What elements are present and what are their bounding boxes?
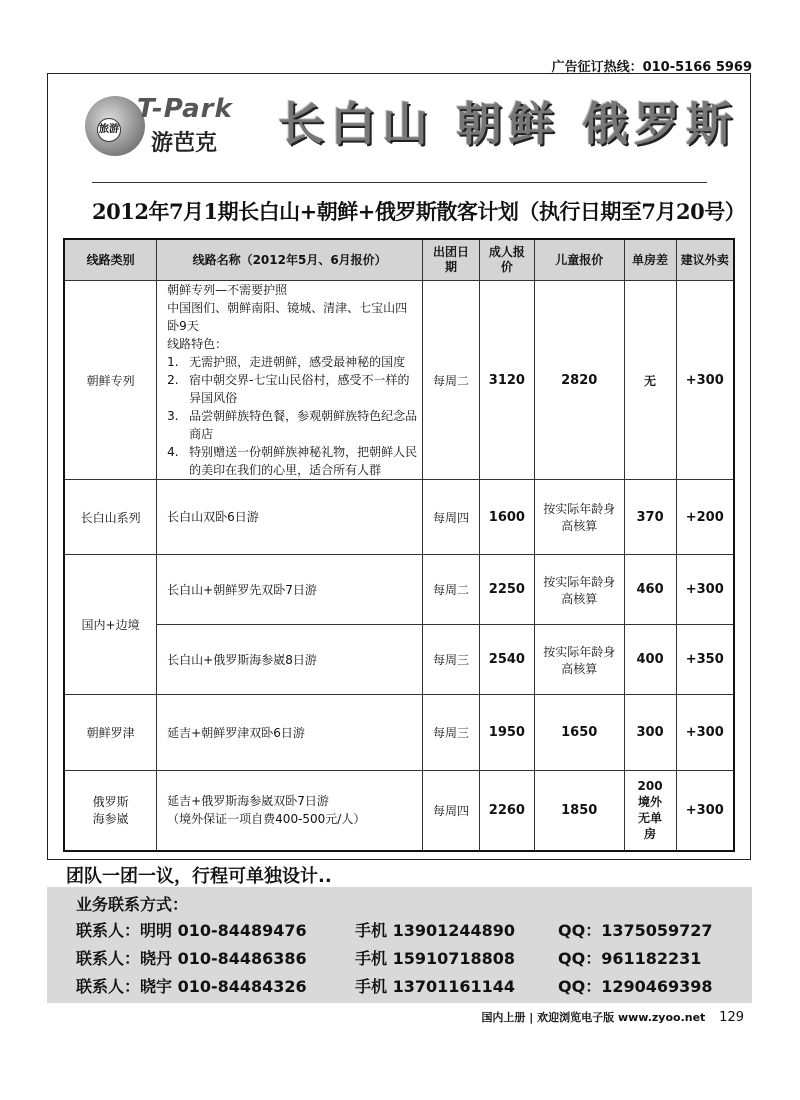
table-row xyxy=(64,281,734,480)
adult-price-cell: 1950 xyxy=(479,695,534,771)
category-cell: 国内+边境 xyxy=(64,555,157,695)
child-price-cell: 按实际年龄身高核算 xyxy=(534,480,624,555)
departure-cell: 每周三 xyxy=(423,625,480,695)
single-supplement-cell: 370 xyxy=(624,480,676,555)
contact-name-phone: 联系人：明明 010-84489476 xyxy=(76,921,307,940)
adult-price-cell: 2540 xyxy=(479,625,534,695)
retail-cell: +300 xyxy=(676,555,734,625)
child-price-cell: 1650 xyxy=(534,695,624,771)
category-cell: 朝鲜专列 xyxy=(64,281,157,480)
retail-cell: +200 xyxy=(676,480,734,555)
single-supplement-cell: 300 xyxy=(624,695,676,771)
table-header-row xyxy=(64,239,734,281)
logo-badge: 旅游 xyxy=(97,118,121,142)
feature-list xyxy=(167,353,418,479)
table-row xyxy=(64,771,734,851)
category-line: 俄罗斯 xyxy=(92,795,129,810)
adult-price-cell: 1600 xyxy=(479,480,534,555)
adult-price-cell: 2260 xyxy=(479,771,534,851)
contact-name-phone: 联系人：晓宇 010-84484326 xyxy=(76,977,307,996)
ad-hotline: 广告征订热线：010-5166 5969 xyxy=(551,60,752,75)
retail-cell: +300 xyxy=(676,695,734,771)
price-table xyxy=(63,238,735,852)
departure-cell: 每周二 xyxy=(423,281,480,480)
route-cell: 长白山双卧6日游 xyxy=(157,480,423,555)
header-suggested-retail: 建议外卖 xyxy=(676,239,734,281)
list-item: 4. 特别赠送一份朝鲜族神秘礼物，把朝鲜人民的美印在我们的心里，适合所有人群 xyxy=(167,445,418,477)
brand-logo xyxy=(85,88,245,168)
list-item: 3. 品尝朝鲜族特色餐，参观朝鲜族特色纪念品商店 xyxy=(167,409,418,441)
single-supplement-cell: 无 xyxy=(624,281,676,480)
route-intro: 中国图们、朝鲜南阳、镜城、清津、七宝山四卧9天 xyxy=(167,301,408,333)
header-category: 线路类别 xyxy=(64,239,157,281)
table-row xyxy=(64,555,734,625)
footer-text: 国内上册 | 欢迎浏览电子版 www.zyoo.net xyxy=(481,1011,706,1024)
departure-cell: 每周二 xyxy=(423,555,480,625)
child-price-cell: 2820 xyxy=(534,281,624,480)
contact-row xyxy=(76,974,756,998)
team-note: 团队一团一议，行程可单独设计.. xyxy=(66,866,332,887)
contact-qq: QQ：1375059727 xyxy=(558,921,713,940)
adult-price-cell: 2250 xyxy=(479,555,534,625)
retail-cell: +300 xyxy=(676,281,734,480)
contact-mobile: 手机 15910718808 xyxy=(355,949,516,968)
header-route: 线路名称（2012年5月、6月报价） xyxy=(157,239,423,281)
table-row xyxy=(64,480,734,555)
brand-name-en: T-Park xyxy=(137,94,233,124)
header-single-supplement: 单房差 xyxy=(624,239,676,281)
retail-cell: +300 xyxy=(676,771,734,851)
contact-mobile: 手机 13701161144 xyxy=(355,977,516,996)
page-footer xyxy=(481,1009,744,1025)
contact-qq: QQ：1290469398 xyxy=(558,977,713,996)
category-cell: 朝鲜罗津 xyxy=(64,695,157,771)
departure-cell: 每周三 xyxy=(423,695,480,771)
header-child-price: 儿童报价 xyxy=(534,239,624,281)
single-supplement-cell: 400 xyxy=(624,625,676,695)
table-row xyxy=(64,625,734,695)
contact-qq: QQ：961182231 xyxy=(558,949,702,968)
adult-price-cell: 3120 xyxy=(479,281,534,480)
contact-name-phone: 联系人：晓丹 010-84486386 xyxy=(76,949,307,968)
features-label: 线路特色： xyxy=(167,337,228,351)
route-cell: 长白山+朝鲜罗先双卧7日游 xyxy=(157,555,423,625)
route-cell: 长白山+俄罗斯海参崴8日游 xyxy=(157,625,423,695)
single-supplement-cell: 200境外无单房 xyxy=(624,771,676,851)
category-cell: 长白山系列 xyxy=(64,480,157,555)
table-row xyxy=(64,695,734,771)
departure-cell: 每周四 xyxy=(423,480,480,555)
list-item: 1. 无需护照，走进朝鲜，感受最神秘的国度 xyxy=(167,355,406,369)
header-departure: 出团日期 xyxy=(423,239,480,281)
contact-row xyxy=(76,918,756,942)
route-intro: 朝鲜专列—不需要护照 xyxy=(167,283,288,297)
child-price-cell: 按实际年龄身高核算 xyxy=(534,555,624,625)
child-price-cell: 1850 xyxy=(534,771,624,851)
contact-mobile: 手机 13901244890 xyxy=(355,921,516,940)
contact-heading: 业务联系方式： xyxy=(76,895,189,914)
header-adult-price: 成人报价 xyxy=(479,239,534,281)
single-supplement-cell: 460 xyxy=(624,555,676,625)
category-line: 海参崴 xyxy=(92,812,129,827)
departure-cell: 每周四 xyxy=(423,771,480,851)
title-divider xyxy=(92,182,707,183)
brand-name-cn: 游芭克 xyxy=(151,131,218,156)
contact-row xyxy=(76,946,756,970)
list-item: 2. 宿中朝交界-七宝山民俗村，感受不一样的异国风俗 xyxy=(167,373,410,405)
retail-cell: +350 xyxy=(676,625,734,695)
child-price-cell: 按实际年龄身高核算 xyxy=(534,625,624,695)
route-line: 延吉+俄罗斯海参崴双卧7日游 xyxy=(167,794,329,809)
category-cell xyxy=(64,771,157,851)
route-cell: 延吉+朝鲜罗津双卧6日游 xyxy=(157,695,423,771)
page-number: 129 xyxy=(719,1010,744,1025)
route-note: （境外保证一项自费400-500元/人） xyxy=(167,812,366,827)
plan-title: 2012年7月1期长白山+朝鲜+俄罗斯散客计划（执行日期至7月20号） xyxy=(92,199,746,224)
destination-banner: 长白山 朝鲜 俄罗斯 xyxy=(278,97,739,151)
route-cell xyxy=(157,281,423,480)
route-cell xyxy=(157,771,423,851)
